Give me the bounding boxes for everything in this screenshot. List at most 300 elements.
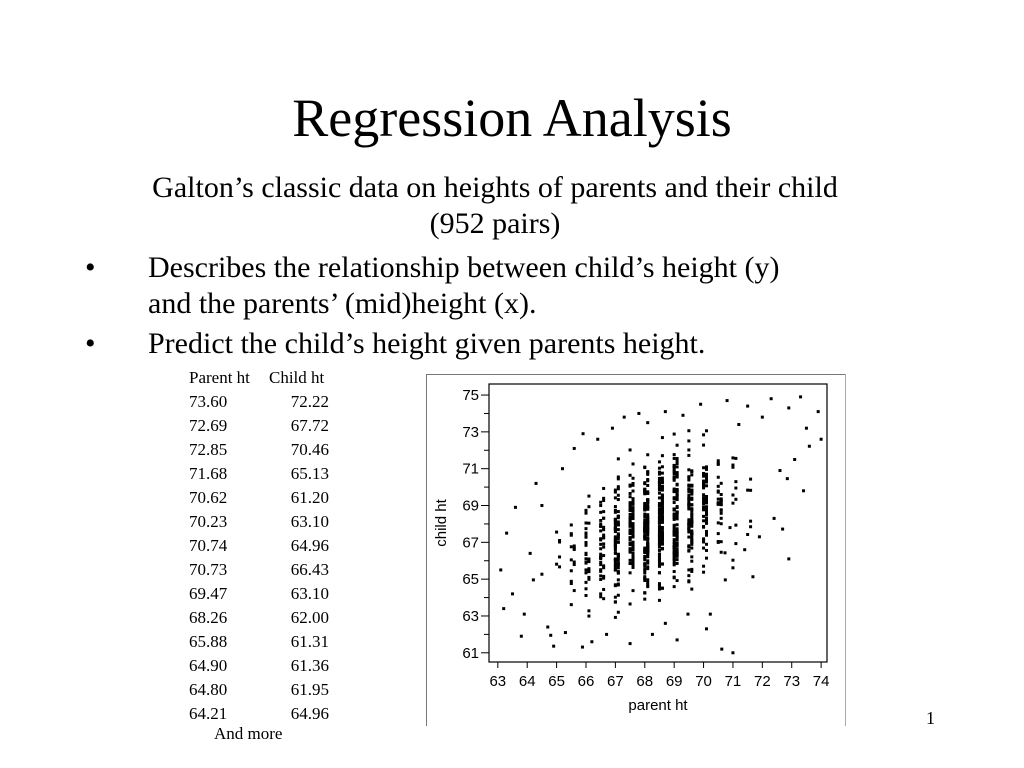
- data-point: [646, 499, 649, 502]
- data-point: [661, 454, 664, 457]
- data-point: [632, 490, 635, 493]
- data-point: [599, 561, 602, 564]
- data-point: [617, 520, 620, 523]
- data-point: [702, 519, 705, 522]
- data-point: [676, 488, 679, 491]
- data-point: [664, 410, 667, 413]
- data-point: [676, 550, 679, 553]
- data-point: [705, 501, 708, 504]
- data-point: [673, 528, 676, 531]
- data-point: [570, 603, 573, 606]
- data-point: [658, 511, 661, 514]
- data-point: [629, 559, 632, 562]
- data-point: [570, 545, 573, 548]
- data-point: [673, 558, 676, 561]
- data-point: [602, 517, 605, 520]
- data-point: [602, 542, 605, 545]
- data-point: [661, 587, 664, 590]
- data-point: [570, 582, 573, 585]
- data-point: [658, 496, 661, 499]
- data-point: [717, 476, 720, 479]
- data-point: [731, 494, 734, 497]
- data-point: [602, 566, 605, 569]
- table-row: [189, 558, 339, 582]
- data-point: [581, 646, 584, 649]
- data-point: [629, 521, 632, 524]
- data-point: [629, 547, 632, 550]
- data-point: [646, 536, 649, 539]
- data-point: [724, 578, 727, 581]
- y-tick-label: 67: [462, 534, 479, 552]
- parent-ht-cell: 70.73: [189, 560, 228, 579]
- data-point: [643, 488, 646, 491]
- data-point: [690, 555, 693, 558]
- data-point: [729, 526, 732, 529]
- data-point: [687, 504, 690, 507]
- data-point: [629, 505, 632, 508]
- parent-ht-cell: 64.90: [189, 656, 228, 675]
- subtitle-line-2: (952 pairs): [429, 207, 561, 240]
- data-point: [629, 551, 632, 554]
- data-point: [599, 574, 602, 577]
- data-point: [599, 519, 602, 522]
- data-point: [705, 530, 708, 533]
- data-point: [658, 584, 661, 587]
- data-point: [687, 507, 690, 510]
- child-ht-cell: 61.20: [290, 488, 329, 507]
- parent-ht-cell: 72.69: [189, 416, 228, 435]
- x-tick-label: 71: [724, 673, 742, 690]
- data-point: [658, 534, 661, 537]
- data-point: [602, 526, 605, 529]
- data-point: [632, 508, 635, 511]
- data-point: [646, 585, 649, 588]
- data-point: [705, 519, 708, 522]
- data-point: [749, 520, 752, 523]
- child-ht-cell: 72.22: [290, 392, 329, 411]
- data-point: [749, 525, 752, 528]
- data-point: [584, 541, 587, 544]
- data-point: [734, 524, 737, 527]
- data-point: [646, 529, 649, 532]
- data-point: [584, 568, 587, 571]
- data-point: [673, 533, 676, 536]
- data-point: [558, 565, 561, 568]
- table-header-row: [189, 366, 339, 390]
- data-point: [617, 559, 620, 562]
- data-point: [687, 448, 690, 451]
- data-point: [599, 570, 602, 573]
- data-point: [629, 642, 632, 645]
- data-point: [643, 523, 646, 526]
- data-point: [746, 489, 749, 492]
- data-point: [617, 594, 620, 597]
- data-point: [658, 488, 661, 491]
- child-ht-cell: 65.13: [290, 464, 329, 483]
- data-point: [687, 568, 690, 571]
- y-axis-label: child ht: [433, 499, 450, 547]
- data-point: [673, 585, 676, 588]
- data-point: [690, 498, 693, 501]
- data-point: [646, 545, 649, 548]
- data-point: [617, 516, 620, 519]
- data-point: [709, 613, 712, 616]
- data-point: [676, 462, 679, 465]
- data-point: [749, 478, 752, 481]
- data-point: [629, 509, 632, 512]
- data-point: [731, 502, 734, 505]
- data-point: [535, 482, 538, 485]
- data-point: [676, 558, 679, 561]
- x-tick-label: 70: [695, 673, 712, 690]
- child-ht-cell: 61.31: [290, 632, 329, 651]
- x-tick-label: 67: [607, 673, 624, 690]
- data-point: [731, 651, 734, 654]
- data-point: [802, 489, 805, 492]
- data-point: [632, 462, 635, 465]
- data-point: [646, 453, 649, 456]
- data-point: [599, 543, 602, 546]
- scatter-chart: [426, 374, 846, 726]
- data-point: [643, 502, 646, 505]
- data-point: [658, 536, 661, 539]
- data-point: [676, 471, 679, 474]
- x-tick-label: 68: [636, 673, 654, 690]
- data-point: [705, 484, 708, 487]
- data-point: [643, 515, 646, 518]
- data-point: [687, 439, 690, 442]
- data-point: [629, 517, 632, 520]
- data-point: [614, 557, 617, 560]
- data-point: [658, 554, 661, 557]
- parent-ht-cell: 64.80: [189, 680, 228, 699]
- table-row: [189, 462, 339, 486]
- data-point: [720, 540, 723, 543]
- data-point: [702, 493, 705, 496]
- data-point: [629, 448, 632, 451]
- data-point: [584, 536, 587, 539]
- data-point: [614, 567, 617, 570]
- data-point: [549, 634, 552, 637]
- data-point: [773, 517, 776, 520]
- data-point: [673, 545, 676, 548]
- data-point: [599, 501, 602, 504]
- data-point: [661, 547, 664, 550]
- data-point: [602, 499, 605, 502]
- data-point: [690, 469, 693, 472]
- data-point: [734, 457, 737, 460]
- data-point: [687, 478, 690, 481]
- data-point: [661, 519, 664, 522]
- data-point: [720, 500, 723, 503]
- data-point: [584, 521, 587, 524]
- data-point: [587, 505, 590, 508]
- data-point: [646, 551, 649, 554]
- data-point: [587, 558, 590, 561]
- data-point: [705, 506, 708, 509]
- x-tick-label: 74: [812, 673, 830, 690]
- data-point: [687, 549, 690, 552]
- data-point: [676, 541, 679, 544]
- data-point: [614, 511, 617, 514]
- child-ht-cell: 64.96: [290, 704, 329, 723]
- data-point: [599, 538, 602, 541]
- data-point: [646, 559, 649, 562]
- data-point: [540, 504, 543, 507]
- data-point: [687, 429, 690, 432]
- data-point: [673, 509, 676, 512]
- data-point: [658, 549, 661, 552]
- table-row: [189, 702, 339, 726]
- data-point: [702, 501, 705, 504]
- data-point: [705, 473, 708, 476]
- data-point: [658, 530, 661, 533]
- data-point: [799, 395, 802, 398]
- page-number: 1: [926, 708, 935, 728]
- data-point: [546, 626, 549, 629]
- data-point: [614, 521, 617, 524]
- y-tick-label: 63: [462, 607, 479, 625]
- data-point: [717, 532, 720, 535]
- data-point: [584, 594, 587, 597]
- data-point: [661, 562, 664, 565]
- data-point: [502, 607, 505, 610]
- data-point: [570, 534, 573, 537]
- data-point: [629, 513, 632, 516]
- data-point: [629, 537, 632, 540]
- data-point: [629, 484, 632, 487]
- data-point: [687, 574, 690, 577]
- data-point: [614, 563, 617, 566]
- data-point: [614, 491, 617, 494]
- data-point: [646, 523, 649, 526]
- data-point: [629, 501, 632, 504]
- table-row: [189, 510, 339, 534]
- data-point: [687, 527, 690, 530]
- parent-ht-cell: 70.62: [189, 488, 228, 507]
- slide-subtitle: [60, 170, 930, 242]
- y-tick-label: 73: [462, 423, 479, 441]
- data-point: [720, 512, 723, 515]
- data-point: [646, 533, 649, 536]
- data-point: [599, 522, 602, 525]
- data-point: [629, 532, 632, 535]
- data-point: [687, 544, 690, 547]
- table-row: [189, 438, 339, 462]
- data-point: [673, 496, 676, 499]
- data-point: [614, 537, 617, 540]
- y-tick-label: 65: [462, 571, 479, 589]
- bullet-line: Predict the child’s height given parents height.: [148, 327, 706, 360]
- data-point: [614, 527, 617, 530]
- data-point: [673, 457, 676, 460]
- data-point: [632, 497, 635, 500]
- data-point: [687, 536, 690, 539]
- data-point: [643, 518, 646, 521]
- data-point: [599, 529, 602, 532]
- data-point: [629, 492, 632, 495]
- data-point: [584, 509, 587, 512]
- data-point: [661, 528, 664, 531]
- data-point: [690, 588, 693, 591]
- data-point: [532, 578, 535, 581]
- data-point: [724, 551, 727, 554]
- table-row: [189, 654, 339, 678]
- data-point: [717, 490, 720, 493]
- data-point: [599, 578, 602, 581]
- data-point: [617, 611, 620, 614]
- data-point: [614, 544, 617, 547]
- data-point: [617, 457, 620, 460]
- parent-ht-cell: 69.47: [189, 584, 228, 603]
- parent-ht-cell: 70.74: [189, 536, 228, 555]
- data-point: [651, 633, 654, 636]
- data-point: [614, 496, 617, 499]
- data-point: [499, 568, 502, 571]
- data-point: [717, 521, 720, 524]
- data-point: [602, 536, 605, 539]
- data-point: [605, 633, 608, 636]
- data-point: [614, 552, 617, 555]
- data-point: [781, 528, 784, 531]
- data-point: [676, 516, 679, 519]
- data-point: [702, 433, 705, 436]
- data-point: [646, 567, 649, 570]
- data-point: [629, 562, 632, 565]
- parent-ht-cell: 70.23: [189, 512, 228, 531]
- data-point: [676, 498, 679, 501]
- data-point: [720, 493, 723, 496]
- data-point: [629, 474, 632, 477]
- data-point: [690, 547, 693, 550]
- data-point: [746, 405, 749, 408]
- table-row: [189, 606, 339, 630]
- data-point: [673, 576, 676, 579]
- data-point: [658, 558, 661, 561]
- data-point: [643, 536, 646, 539]
- table-body: [189, 390, 339, 726]
- data-point: [690, 570, 693, 573]
- data-point: [751, 575, 754, 578]
- data-point: [617, 554, 620, 557]
- table-row: [189, 414, 339, 438]
- data-point: [602, 597, 605, 600]
- data-point: [587, 570, 590, 573]
- y-tick-label: 61: [462, 644, 479, 662]
- data-point: [702, 538, 705, 541]
- data-point: [643, 527, 646, 530]
- data-point: [686, 613, 689, 616]
- data-point: [699, 403, 702, 406]
- table-footer: And more: [214, 724, 283, 743]
- data-point: [617, 523, 620, 526]
- data-point: [731, 456, 734, 459]
- data-point: [778, 469, 781, 472]
- data-point: [687, 454, 690, 457]
- data-point: [676, 474, 679, 477]
- x-tick-label: 66: [577, 673, 595, 690]
- data-point: [673, 470, 676, 473]
- data-point: [584, 527, 587, 530]
- data-point: [632, 513, 635, 516]
- data-point: [587, 615, 590, 618]
- subtitle-line-1: Galton’s classic data on heights of parents and their child: [152, 171, 838, 204]
- data-point: [661, 542, 664, 545]
- parent-ht-cell: 72.85: [189, 440, 228, 459]
- data-point: [570, 523, 573, 526]
- data-point: [584, 553, 587, 556]
- data-point: [646, 471, 649, 474]
- data-point: [705, 481, 708, 484]
- bullet-list: [80, 250, 960, 366]
- data-point: [676, 506, 679, 509]
- data-point: [673, 475, 676, 478]
- data-point: [617, 510, 620, 513]
- data-point: [520, 635, 523, 638]
- data-point: [523, 613, 526, 616]
- data-point: [617, 566, 620, 569]
- data-point: [570, 558, 573, 561]
- data-point: [617, 498, 620, 501]
- data-point: [673, 538, 676, 541]
- data-point: [643, 492, 646, 495]
- data-point: [646, 513, 649, 516]
- data-point: [629, 602, 632, 605]
- data-point: [584, 587, 587, 590]
- data-point: [661, 495, 664, 498]
- data-point: [702, 515, 705, 518]
- data-point: [643, 592, 646, 595]
- data-point: [646, 421, 649, 424]
- data-point: [734, 542, 737, 545]
- data-point: [705, 498, 708, 501]
- data-point: [734, 480, 737, 483]
- data-point: [632, 503, 635, 506]
- data-point: [673, 479, 676, 482]
- data-point: [629, 542, 632, 545]
- bullet-item: [80, 326, 960, 362]
- data-point: [690, 509, 693, 512]
- data-point: [646, 508, 649, 511]
- parent-ht-cell: 73.60: [189, 392, 228, 411]
- data-point: [808, 445, 811, 448]
- data-point: [658, 520, 661, 523]
- data-point: [690, 503, 693, 506]
- data-point: [702, 547, 705, 550]
- table-row: [189, 390, 339, 414]
- data-point: [617, 528, 620, 531]
- x-tick-label: 64: [518, 673, 536, 690]
- table-row: [189, 630, 339, 654]
- data-point: [720, 648, 723, 651]
- data-point: [632, 589, 635, 592]
- data-point: [587, 522, 590, 525]
- x-tick-label: 73: [783, 673, 801, 690]
- data-point: [643, 577, 646, 580]
- data-point: [687, 498, 690, 501]
- x-axis-label: parent ht: [628, 697, 688, 714]
- data-point: [599, 595, 602, 598]
- data-point: [658, 504, 661, 507]
- data-point: [632, 482, 635, 485]
- data-point: [658, 460, 661, 463]
- data-point: [646, 505, 649, 508]
- data-point: [702, 472, 705, 475]
- x-tick-label: 72: [753, 673, 771, 690]
- data-point: [643, 530, 646, 533]
- data-point: [717, 485, 720, 488]
- data-point: [702, 486, 705, 489]
